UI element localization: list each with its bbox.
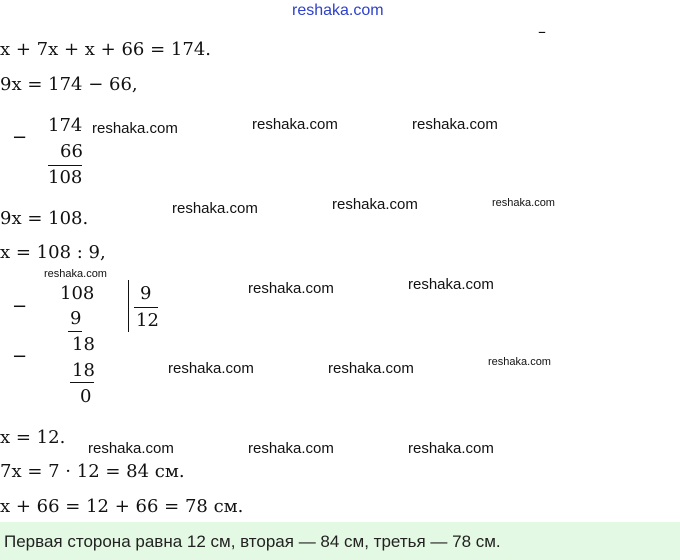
equation-line-6: 7x = 7 · 12 = 84 см.: [0, 461, 185, 482]
minus-sign: −: [12, 127, 28, 148]
difference: 108: [48, 167, 83, 188]
watermark: reshaka.com: [168, 360, 254, 377]
equation-line-2: 9x = 174 − 66,: [0, 74, 138, 95]
watermark: reshaka.com: [328, 360, 414, 377]
quotient: 12: [136, 310, 159, 331]
watermark: reshaka.com: [44, 268, 107, 280]
second-subtrahend: 18: [72, 360, 95, 381]
watermark: reshaka.com: [412, 116, 498, 133]
watermark: reshaka.com: [488, 356, 551, 368]
watermark: reshaka.com: [248, 280, 334, 297]
watermark: reshaka.com: [88, 440, 174, 457]
division-bar: [128, 280, 129, 332]
equation-line-1: x + 7x + x + 66 = 174.: [0, 39, 211, 60]
watermark: reshaka.com: [248, 440, 334, 457]
divisor: 9: [140, 283, 152, 304]
quotient-rule: [134, 307, 158, 308]
watermark: reshaka.com: [408, 440, 494, 457]
minus-sign-1: −: [12, 296, 28, 317]
watermark: reshaka.com: [492, 197, 555, 209]
equation-line-7: x + 66 = 12 + 66 = 78 см.: [0, 496, 244, 517]
final-remainder: 0: [80, 386, 92, 407]
equation-line-5: x = 12.: [0, 427, 66, 448]
watermark: reshaka.com: [252, 116, 338, 133]
first-subtrahend: 9: [70, 308, 82, 329]
watermark: reshaka.com: [172, 200, 258, 217]
equation-line-4: x = 108 : 9,: [0, 242, 106, 263]
subtrahend: 66: [60, 141, 83, 162]
watermark: reshaka.com: [332, 196, 418, 213]
division-rule-1: [68, 331, 82, 332]
site-title[interactable]: reshaka.com: [292, 2, 384, 19]
subtraction-rule: [48, 165, 82, 166]
corner-mark: –: [538, 22, 546, 41]
watermark: reshaka.com: [408, 276, 494, 293]
watermark: reshaka.com: [92, 120, 178, 137]
division-rule-2: [70, 382, 94, 383]
dividend: 108: [60, 283, 95, 304]
minus-sign-2: −: [12, 346, 28, 367]
answer-text: Первая сторона равна 12 см, вторая — 84 см, третья — 78 см.: [4, 532, 501, 551]
minuend: 174: [48, 115, 83, 136]
remainder-1: 18: [72, 334, 95, 355]
equation-line-3: 9x = 108.: [0, 208, 89, 229]
